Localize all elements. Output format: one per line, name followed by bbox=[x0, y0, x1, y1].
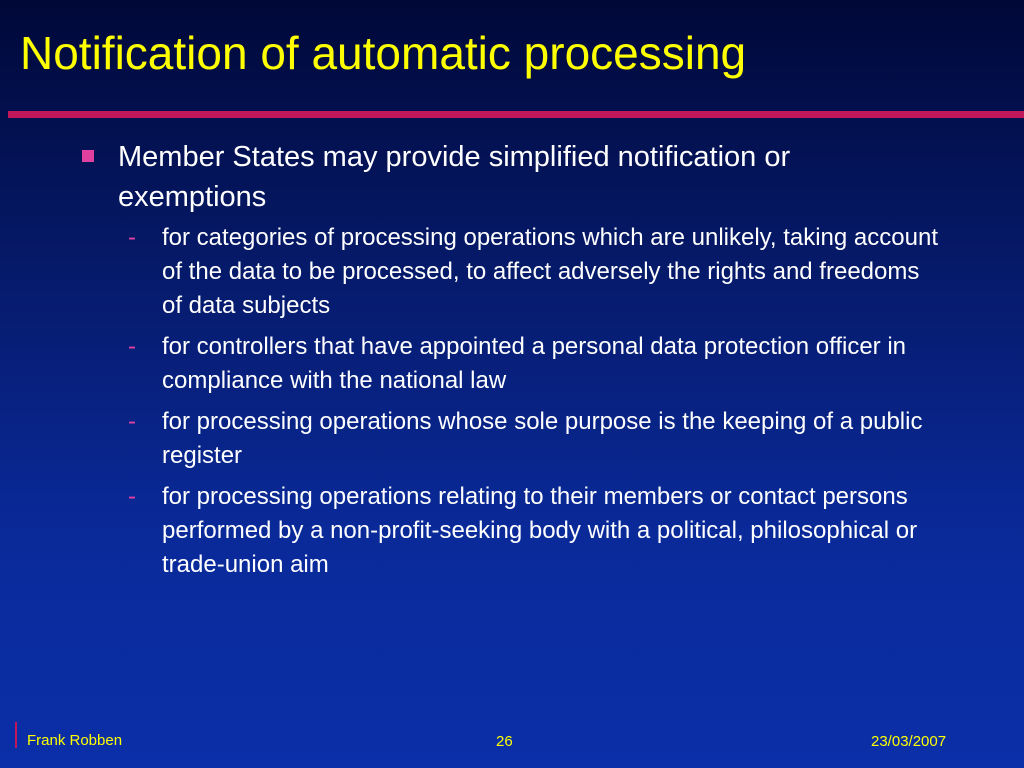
dash-bullet-icon: - bbox=[128, 483, 136, 510]
sub-bullet-text: for categories of processing operations which are unlikely, taking account of the data to be processed, to affect adversely the rights and freedoms of data subjects bbox=[162, 224, 938, 319]
main-bullet-text: Member States may provide simplified notification or exemptions bbox=[118, 141, 791, 213]
sub-bullet-item bbox=[82, 480, 942, 582]
sub-bullet-item bbox=[82, 330, 942, 398]
sub-bullet-text: for processing operations relating to their members or contact persons performed by a non-profit-seeking body with a political, philosophical or trade-union aim bbox=[162, 483, 918, 578]
sub-bullet-item bbox=[82, 221, 942, 323]
slide-content bbox=[82, 137, 942, 589]
main-bullet bbox=[82, 137, 942, 217]
footer-date: 23/03/2007 bbox=[871, 733, 947, 750]
dash-bullet-icon: - bbox=[128, 408, 136, 435]
sub-bullet-list bbox=[82, 221, 942, 582]
footer-page-number: 26 bbox=[496, 733, 513, 750]
square-bullet-icon bbox=[82, 150, 94, 162]
sub-bullet-text: for controllers that have appointed a personal data protection officer in compliance with the national law bbox=[162, 333, 907, 394]
footer-accent-bar bbox=[15, 722, 17, 748]
footer-author: Frank Robben bbox=[27, 732, 123, 749]
sub-bullet-text: for processing operations whose sole purpose is the keeping of a public register bbox=[162, 408, 923, 469]
slide-title: Notification of automatic processing bbox=[20, 27, 747, 79]
dash-bullet-icon: - bbox=[128, 224, 136, 251]
dash-bullet-icon: - bbox=[128, 333, 136, 360]
title-divider bbox=[8, 111, 1024, 118]
sub-bullet-item bbox=[82, 405, 942, 473]
